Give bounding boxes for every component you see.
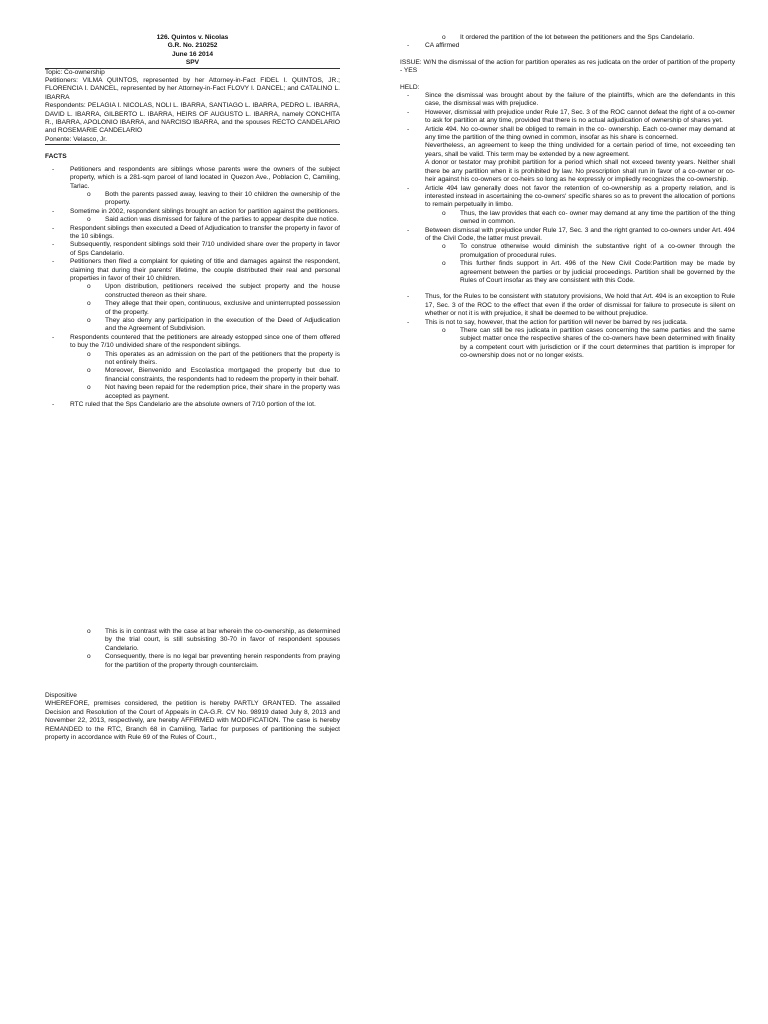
dispositive-text: WHEREFORE, premises considered, the petition is hereby PARTLY GRANTED. The assailed Decision and Resolution of the Court of Appeals in CA-G.R. CV No. 98919 dated July 8, 2013 and November 22, 2013, respectively, are hereby AFFIRMED with MODIFICATION. The case is hereby REMANDED to the RTC, Branch 68 in Camiling, Tarlac for purposes of partitioning the subject property in accordance with Rule 69 of the Rules of Court.,: [45, 700, 340, 742]
list-item: - RTC ruled that the Sps Candelario are the absolute owners of 7/10 portion of the lot.: [52, 401, 316, 409]
topic-line: Topic: Co-ownership: [45, 68, 105, 76]
list-item: - Sometime in 2002, respondent siblings brought an action for partition against the petitioners.: [52, 207, 340, 215]
left-bottom-block: [45, 628, 340, 742]
list-item: - Petitioners then filed a complaint for quieting of title and damages against the respondent, claiming that during their parents' lifetime, the couple distributed their real and personal properties in favor of their 10 children.: [52, 258, 340, 282]
list-item: - Since the dismissal was brought about by the failure of the plaintiffs, which are the defendants in this case, the dismissal was with prejudice.: [407, 92, 735, 108]
petitioners-line: Petitioners: VILMA QUINTOS, represented by her Attorney-in-Fact FIDEL I. QUINTOS, JR.; FLORENCIA I. DANCEL, represented by her Attorney-in-Fact FLOVY I. DANCEL; and CATALINO L. IBARRA: [45, 77, 340, 101]
gr-number: G.R. No. 210252: [167, 42, 218, 50]
list-item: - Article 494 law generally does not favor the retention of co-ownership as a property relation, and is interested instead in ascertaining the co-owners' specific shares so as to prevent the allocation of portions to remain perpetually in limbo.: [407, 184, 735, 209]
list-item: - Thus, for the Rules to be consistent with statutory provisions, We hold that Art. 494 is an exception to Rule 17, Sec. 3 of the ROC to the effect that even if the order of dismissal for failure to prosecute is silent on whether or not it is with prejudice, it shall be deemed to be without prejudice.: [407, 293, 735, 318]
facts-heading: FACTS: [45, 153, 67, 161]
issue-statement: ISSUE: W/N the dismissal of the action for partition operates as res judicata on the order of partition of the property - YES: [400, 58, 735, 75]
list-item: o Thus, the law provides that each co- owner may demand at any time the partition of the thing owned in common.: [442, 209, 735, 226]
list-item: o They allege that their open, continuous, exclusive and uninterrupted possession of the property.: [87, 300, 340, 316]
list-item: - CA affirmed: [407, 42, 460, 50]
ponente-line: Ponente: Velasco, Jr.: [45, 135, 107, 143]
respondents-line: Respondents: PELAGIA I. NICOLAS, NOLI L. IBARRA, SANTIAGO L. IBARRA, PEDRO L. IBARRA, DAVID L. IBARRA, GILBERTO L. IBARRA, HEIRS OF AUGUSTO L. IBARRA, namely CONCHITA R., IBARRA, APOLONIO IBARRA, and NARCISO IBARRA, and the spouses RECTO CANDELARIO and ROSEMARIE CANDELARIO: [45, 102, 340, 135]
dispositive-heading: Dispositive: [45, 692, 77, 700]
list-item: - Between dismissal with prejudice under Rule 17, Sec. 3 and the right granted to co-owners under Art. 494 of the Civil Code, the latter must prevail.: [407, 226, 735, 242]
right-column: [400, 34, 735, 361]
list-item: o There can still be res judicata in partition cases concerning the same parties and the same subject matter once the respective shares of the co-owners have been determined with finality by a competent court with jurisdiction or if the court determines that partition is improper for co-ownership does not or no longer exists.: [442, 327, 735, 360]
list-item: o Upon distribution, petitioners received the subject property and the house constructed thereon as their share.: [87, 283, 340, 299]
list-item: o Not having been repaid for the redemption price, their share in the property was accepted as payment.: [87, 384, 340, 400]
list-item: o Said action was dismissed for failure of the parties to appear despite due notice.: [87, 216, 339, 224]
list-item: - Petitioners and respondents are siblings whose parents were the owners of the subject property, which is a 281-sqm parcel of land located in Quezon Ave., Poblacion C, Camiling, Tarlac.: [52, 165, 340, 190]
list-item: o Both the parents passed away, leaving to their 10 children the ownership of the property.: [87, 190, 340, 207]
list-item-continued: A donor or testator may prohibit partition for a period which shall not exceed twenty years. Neither shall there be any partition when it is prohibited by law. No prescription shall run in favor of a co-owner or co-heir against his co-owners or co-heirs so long as he expressly or impliedly recognizes the co-ownership.: [425, 159, 735, 184]
list-item: o It ordered the partition of the lot between the petitioners and the Sps Candelario.: [442, 34, 695, 41]
left-column: [45, 34, 340, 409]
list-item: - Respondent siblings then executed a Deed of Adjudication to transfer the property in favor of the 10 siblings.: [52, 224, 340, 240]
case-date: June 16 2014: [171, 50, 214, 58]
list-item-continued: Nevertheless, an agreement to keep the thing undivided for a certain period of time, not exceeding ten years, shall be valid. This term may be extended by a new agreement.: [425, 142, 735, 158]
list-item: o To construe otherwise would diminish the substantive right of a co-owner through the promulgation of procedural rules.: [442, 243, 735, 259]
list-item: o Moreover, Bienvenido and Escolastica mortgaged the property but due to financial constraints, the respondents had to redeem the property in their behalf.: [87, 367, 340, 383]
list-item: - Article 494. No co-owner shall be obliged to remain in the co- ownership. Each co-owner may demand at any time the partition of the thing owned in common, insofar as his share is concerned.: [407, 125, 735, 142]
held-heading: HELD:: [400, 83, 420, 91]
list-item: - However, dismissal with prejudice under Rule 17, Sec. 3 of the ROC cannot defeat the right of a co-owner to ask for partition at any time, provided that there is no actual adjudication of ownership of shares yet.: [407, 108, 735, 125]
list-item: o This further finds support in Art. 496 of the New Civil Code:Partition may be made by agreement between the parties or by judicial proceedings. Partition shall be governed by the Rules of Court insofar as they are consistent with this Code.: [442, 260, 735, 284]
list-item: - This is not to say, however, that the action for partition will never be barred by res judicata.: [407, 318, 688, 326]
list-item: o This is in contrast with the case at bar wherein the co-ownership, as determined by the trial court, is still subsisting 30-70 in favor of respondent spouses Candelario.: [87, 628, 340, 652]
case-title: 126. Quintos v. Nicolas: [156, 34, 229, 41]
digest-initials: SPV: [185, 59, 200, 67]
list-item: - Subsequently, respondent siblings sold their 7/10 undivided share over the property in favor of Sps Candelario.: [52, 241, 340, 257]
list-item: - Respondents countered that the petitioners are already estopped since one of them offered to buy the 7/10 undivided share of the respondent siblings.: [52, 333, 340, 350]
list-item: o Consequently, there is no legal bar preventing herein respondents from praying for the partition of the property through counterclaim.: [87, 653, 340, 669]
list-item: o This operates as an admission on the part of the petitioners that the property is not entirely theirs.: [87, 350, 340, 367]
list-item: o They also deny any participation in the execution of the Deed of Adjudication and the Agreement of Subdivision.: [87, 317, 340, 333]
